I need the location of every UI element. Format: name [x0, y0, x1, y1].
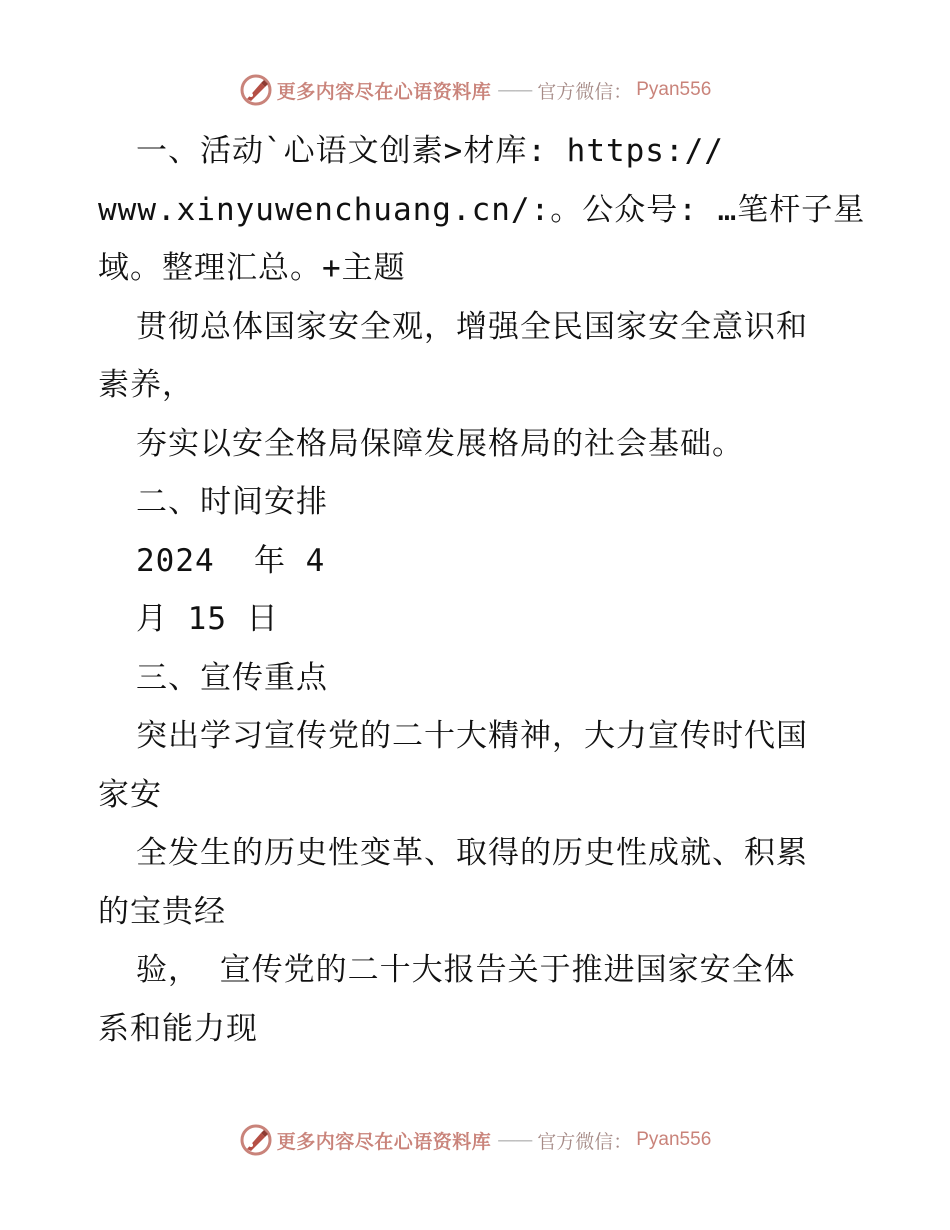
pen-logo-icon: [239, 73, 273, 107]
footer-watermark: [0, 1120, 950, 1160]
header-watermark: [0, 70, 950, 110]
text-line: 贯彻总体国家安全观，增强全民国家安全意识和: [136, 308, 808, 345]
text-line: 全发生的历史性变革、取得的历史性成就、积累: [136, 835, 808, 871]
watermark-wechat-id: Pyan556: [636, 1129, 712, 1150]
text-line: 域。整理汇总。+主题: [98, 250, 406, 286]
text-line: 家安: [98, 776, 162, 813]
watermark-site-text: 更多内容尽在心语资料库: [276, 1130, 492, 1153]
watermark-site-text: 更多内容尽在心语资料库: [276, 80, 492, 103]
text-line: www.xinyuwenchuang.cn/:。公众号: …笔杆子星: [98, 191, 866, 228]
text-line: 验， 宣传党的二十大报告关于推进国家安全体: [136, 952, 796, 988]
text-line: 系和能力现: [98, 1010, 258, 1047]
watermark-wechat-id: Pyan556: [636, 79, 712, 100]
text-line: 一、活动`心语文创素>材库: https://: [136, 133, 724, 169]
text-line: 2024 年 4: [136, 542, 326, 579]
document-body: [98, 122, 866, 1058]
text-line: 月 15 日: [136, 601, 279, 637]
text-line: 夯实以安全格局保障发展格局的社会基础。: [136, 425, 744, 462]
watermark-label: 官方微信：: [537, 1130, 633, 1153]
text-line: 素养，: [98, 367, 194, 403]
pen-logo-icon: [239, 1123, 273, 1157]
section-heading: 二、时间安排: [136, 484, 328, 520]
watermark-separator: ——: [497, 79, 532, 101]
watermark-label: 官方微信：: [537, 80, 633, 103]
watermark-separator: ——: [497, 1129, 532, 1151]
section-heading: 三、宣传重点: [136, 659, 328, 696]
text-line: 的宝贵经: [98, 893, 226, 930]
text-line: 突出学习宣传党的二十大精神，大力宣传时代国: [136, 718, 808, 754]
